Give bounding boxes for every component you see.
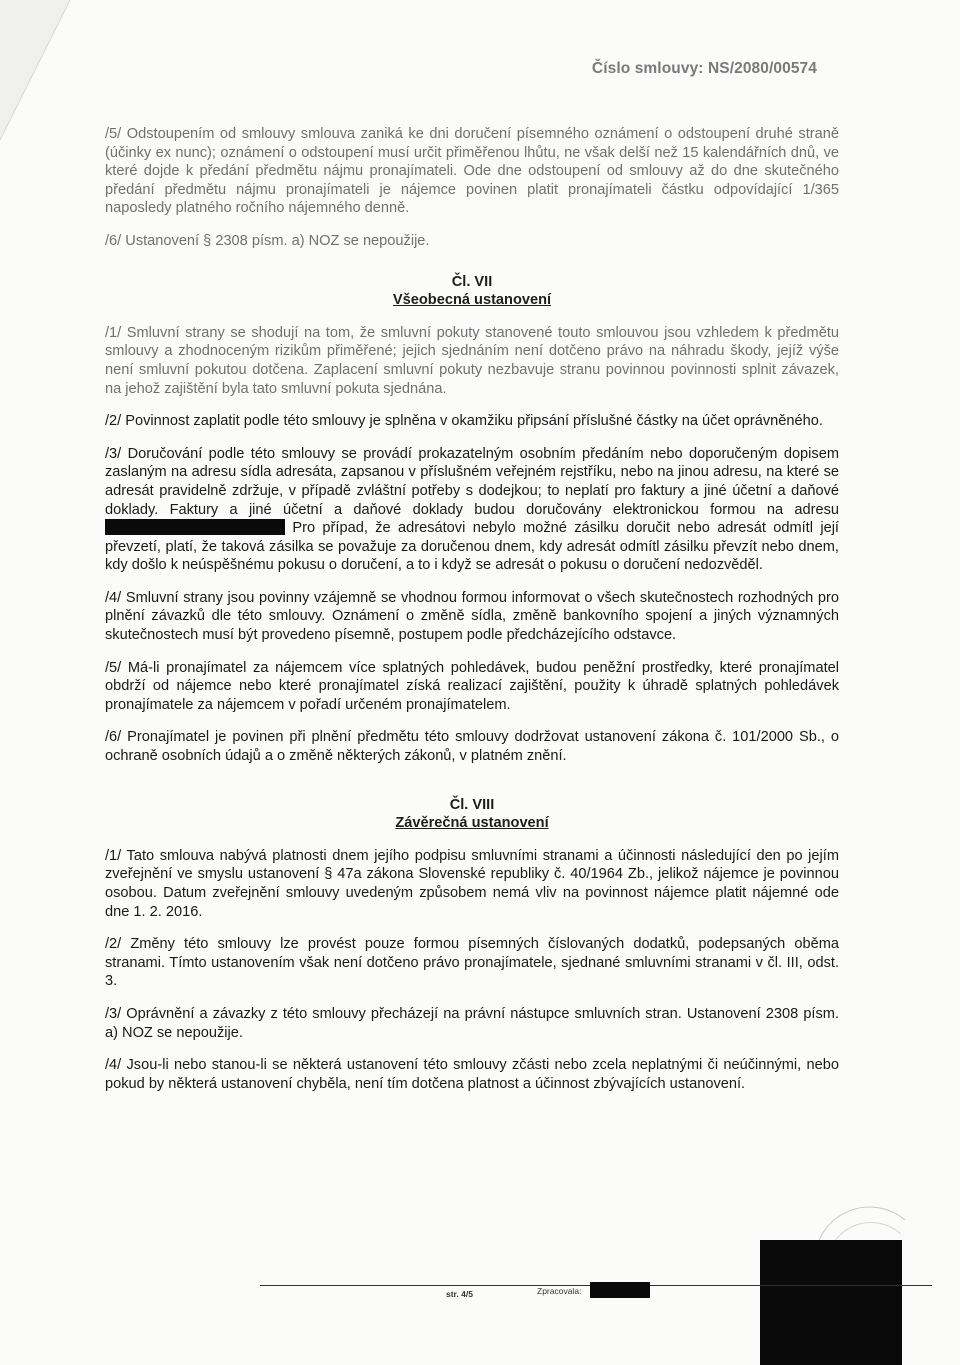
page-number: str. 4/5 bbox=[446, 1289, 473, 1299]
paragraph-vii-5: /5/ Má-li pronajímatel za nájemcem více splatných pohledávek, budou peněžní prostředky, které pronajímatel obdrží od nájemce nebo které pronajímatel získá realizací zajištění, použity k úhradě splatných pohledávek pronajímatele za nájemcem v pořadí určeném pronajímatelem. bbox=[105, 659, 839, 713]
contract-number: Číslo smlouvy: NS/2080/00574 bbox=[591, 60, 817, 77]
section-vii-number: Čl. VII bbox=[451, 273, 493, 290]
section-vii-heading bbox=[105, 273, 839, 310]
section-vii-title: Všeobecná ustanovení bbox=[392, 292, 552, 309]
prepared-by-label: Zpracovala: bbox=[537, 1286, 582, 1296]
paragraph-vii-3-part-b: Pro případ, že adresátovi nebylo možné zásilku doručit nebo adresát odmítl její převzetí, platí, že taková zásilka se považuje za doručenou dnem, kdy adresát odmítl zásilku převzít nebo dnem, kdy došlo k neúspěšnému pokusu o doručení, a to i když se adresát o pokusu o doručení nedozvěděl. bbox=[105, 520, 839, 574]
section-viii-heading bbox=[105, 796, 839, 833]
section-viii-title: Závěrečná ustanovení bbox=[395, 815, 549, 832]
paragraph-viii-3: /3/ Oprávnění a závazky z této smlouvy přecházejí na právní nástupce smluvních stran. Ustanovení 2308 písm. a) NOZ se nepoužije. bbox=[105, 1005, 839, 1041]
paragraph-withdrawal: /5/ Odstoupením od smlouvy smlouva zaniká ke dni doručení písemného oznámení o odstoupení druhé straně (účinky ex nunc); oznámení o odstoupení musí určit přiměřenou lhůtu, ne však delší než 15 kalendářních dnů, ve které dojde k předání předmětu nájmu pronajímateli. Ode dne odstoupení od smlouvy až do dne skutečného předání předmětu nájmu pronajímateli je nájemce povinen platit pronajímateli částku odpovídající 1/365 naposledy platného ročního nájemného denně. bbox=[105, 126, 839, 217]
section-viii-number: Čl. VIII bbox=[449, 796, 495, 813]
paragraph-viii-1: /1/ Tato smlouva nabývá platnosti dnem jejího podpisu smluvními stranami a účinnosti následující den po jejím zveřejnění ve smyslu ustanovení § 47a zákona Slovenské republiky č. 40/1964 Zb., jelikož nájemce je povinnou osobou. Datum zveřejnění smlouvy uvedeným způsobem nemá vliv na povinnost nájemce platit nájemné ode dne 1. 2. 2016. bbox=[105, 847, 839, 920]
paragraph-vii-2: /2/ Povinnost zaplatit podle této smlouvy je splněna v okamžiku připsání příslušné částky na účet oprávněného. bbox=[105, 413, 823, 430]
paragraph-viii-4: /4/ Jsou-li nebo stanou-li se některá ustanovení této smlouvy zčásti nebo zcela neplatnými či neúčinnými, nebo pokud by některá ustanovení chyběla, není tím dotčena platnost a účinnost zbývajících ustanovení. bbox=[105, 1057, 839, 1092]
document-body bbox=[105, 125, 839, 1093]
paragraph-viii-2: /2/ Změny této smlouvy lze provést pouze formou písemných číslovaných dodatků, podepsaných oběma stranami. Tímto ustanovením však není dotčeno právo pronajímatele, sjednané smluvními stranami v čl. III, odst. 3. bbox=[105, 936, 839, 990]
paragraph-vii-1: /1/ Smluvní strany se shodují na tom, že smluvní pokuty stanovené touto smlouvou jsou vzhledem k předmětu smlouvy a zhodnoceným rizikům přiměřené; jejich sjednáním není dotčeno právo na náhradu škody, jejíž výše není smluvní pokutou dotčena. Zaplacení smluvní pokuty nezbavuje stranu povinnou povinnosti splnit závazek, na jehož zajištění byla tato smluvní pokuta sjednána. bbox=[105, 324, 839, 397]
paragraph-vii-3 bbox=[105, 445, 839, 575]
scan-fold-mark bbox=[0, 0, 80, 150]
paragraph-vii-6: /6/ Pronajímatel je povinen při plnění předmětu této smlouvy dodržovat ustanovení zákona č. 101/2000 Sb., o ochraně osobních údajů a o změně některých zákonů, v platném znění. bbox=[105, 729, 839, 765]
paragraph-vii-3-part-a: /3/ Doručování podle této smlouvy se provádí prokazatelným osobním předáním nebo doporučeným dopisem zaslaným na adresu sídla adresáta, zapsanou v příslušném veřejném rejstříku, nebo na jinou adresu, na které se adresát pravidelně zdržuje, v případě zvláštní potřeby s dodejkou; to neplatí pro faktury a jiné účetní a daňové doklady. Faktury a jiné účetní a daňové doklady budou doručovány elektronickou formou na adresu bbox=[105, 445, 839, 518]
redacted-signature-block bbox=[760, 1240, 902, 1365]
paragraph-provision-2308: /6/ Ustanovení § 2308 písm. a) NOZ se nepoužije. bbox=[105, 232, 430, 249]
paragraph-vii-4: /4/ Smluvní strany jsou povinny vzájemně se vhodnou formou informovat o všech skutečnostech rozhodných pro plnění závazků dle této smlouvy. Oznámení o změně sídla, změně bankovního spojení a jiných významných skutečnostech musí být provedeno písemně, postupem podle předcházejícího odstavce. bbox=[105, 589, 839, 644]
redacted-email bbox=[105, 519, 285, 535]
redacted-author bbox=[590, 1282, 650, 1298]
